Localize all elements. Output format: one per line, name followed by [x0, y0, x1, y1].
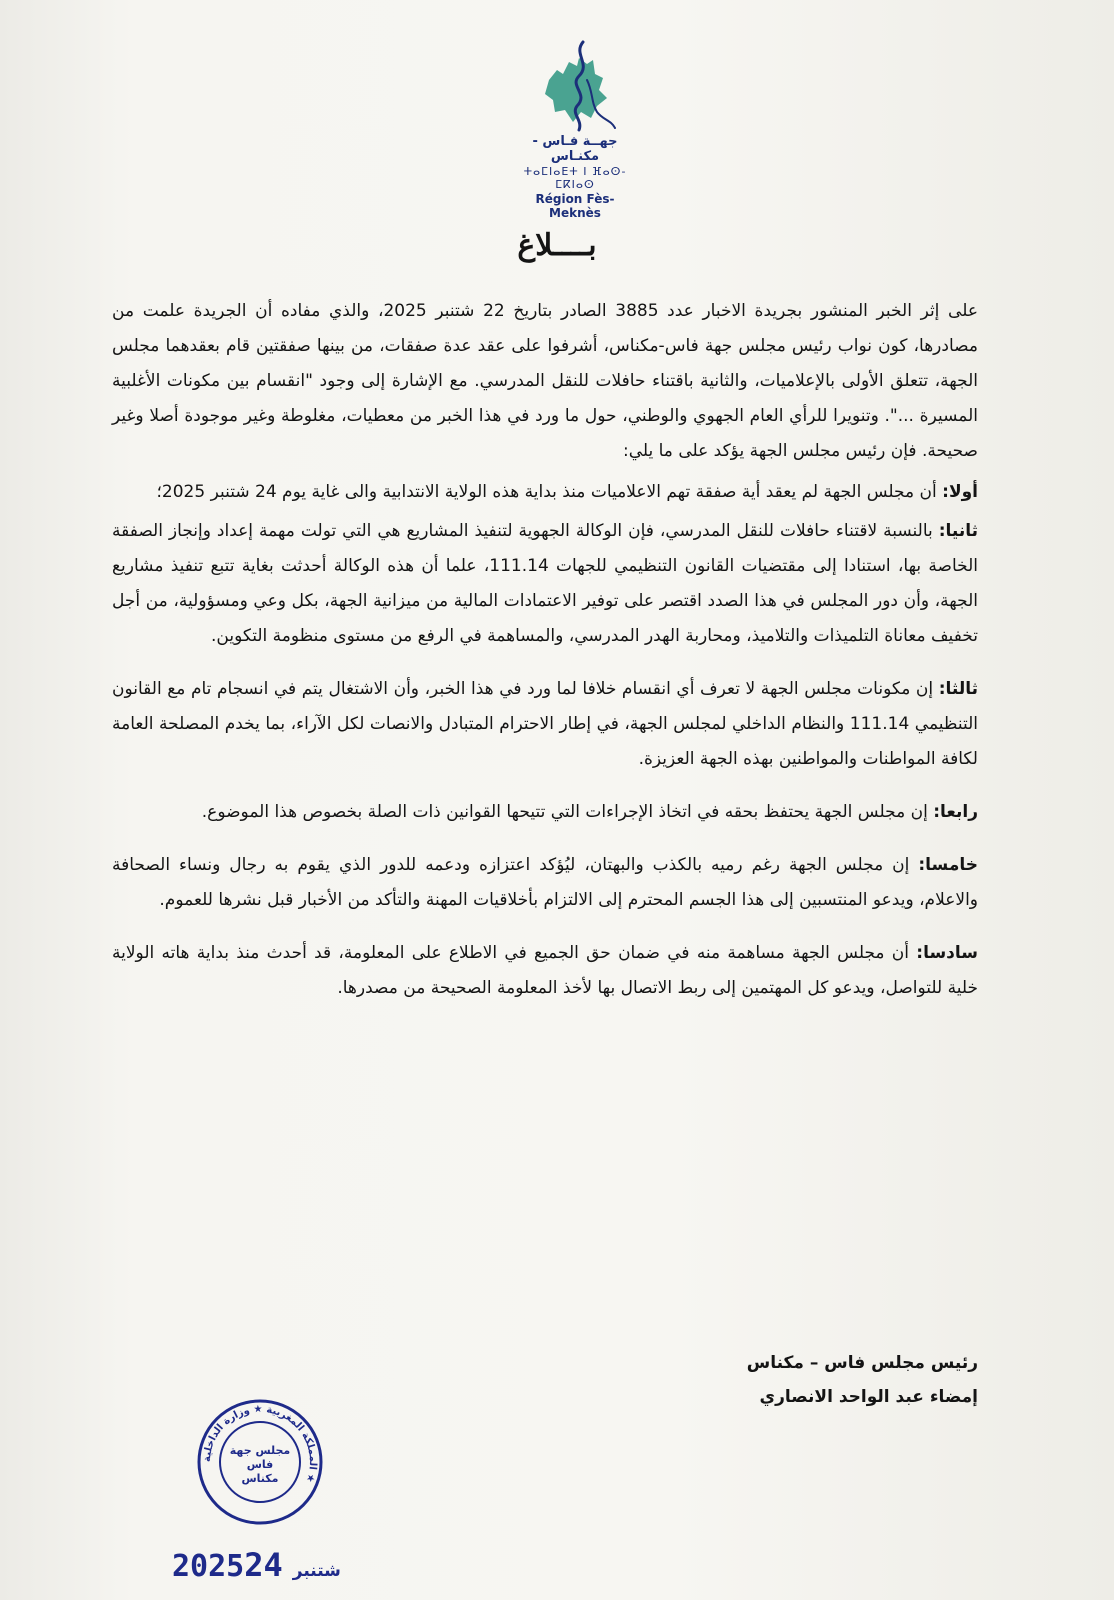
- point-6-text: أن مجلس الجهة مساهمة منه في ضمان حق الجميع في الاطلاع على المعلومة، قد أحدث منذ بداية هاته الولاية خلية للتواصل، ويدعو كل المهتمين إلى ربط الاتصال بها لأخذ المعلومة الصحيحة من مصدرها.: [112, 943, 978, 998]
- signature-block: [747, 1346, 978, 1414]
- point-1-lead: أولا:: [942, 482, 978, 502]
- region-map-emblem-icon: [533, 40, 617, 132]
- date-stamp: [172, 1546, 357, 1584]
- stamp-line-1: مجلس جهة: [229, 1444, 291, 1457]
- logo-french-name: Région Fès-Meknès: [535, 192, 615, 220]
- point-3-text: إن مكونات مجلس الجهة لا تعرف أي انقسام خلافا لما ورد في هذا الخبر، وأن الاشتغال يتم في انسجام تام مع القانون التنظيمي 111.14 والنظام الداخلي لمجلس الجهة، في إطار الاحترام المتبادل والانصات لكل الآراء، بما يخدم المصلحة العامة لكافة المواطنات والمواطنين بهذه الجهة العزيزة.: [112, 679, 979, 769]
- point-4: [112, 795, 978, 830]
- stamp-outer-text: المملكة المغربية ★ وزارة الداخلية ★: [201, 1403, 319, 1484]
- document-body: [112, 294, 978, 1024]
- document-title: بــــلاغ: [517, 228, 597, 263]
- official-stamp: [196, 1398, 324, 1526]
- stamp-line-3: مكناس: [241, 1472, 279, 1485]
- logo-arabic-name: جهــة فـاس - مكنـاس: [532, 134, 618, 164]
- date-month: شتنبر: [292, 1561, 341, 1581]
- point-5-text: إن مجلس الجهة رغم رميه بالكذب والبهتان، ليُؤكد اعتزازه ودعمه للدور الذي يقوم به رجال ونساء الصحافة والاعلام، ويدعو المنتسبين إلى هذا الجسم المحترم إلى الالتزام بأخلاقيات المهنة والتأكد من الأخبار قبل نشرها للعموم.: [112, 855, 978, 910]
- date-year: 2025: [172, 1549, 245, 1584]
- stamp-line-2: فاس: [246, 1458, 274, 1471]
- point-4-lead: رابعا:: [933, 802, 978, 822]
- point-5: [112, 848, 978, 918]
- point-6: [112, 936, 978, 1006]
- signatory-name: إمضاء عبد الواحد الانصاري: [759, 1387, 978, 1407]
- point-2: [112, 514, 978, 654]
- point-3-lead: ثالثا:: [938, 679, 978, 699]
- date-day: 24: [244, 1546, 283, 1584]
- point-4-text: إن مجلس الجهة يحتفظ بحقه في اتخاذ الإجراءات التي تتيحها القوانين ذات الصلة بخصوص هذا الموضوع.: [201, 802, 934, 822]
- region-logo: [510, 40, 640, 220]
- point-1-text: أن مجلس الجهة لم يعقد أية صفقة تهم الاعلاميات منذ بداية هذه الولاية الانتدابية والى غاية يوم 24 شتنبر 2025؛: [156, 482, 943, 502]
- logo-tifinagh-name: ⵜⴰⵎⵏⴰⴹⵜ ⵏ ⴼⴰⵙ-ⵎⴽⵏⴰⵙ: [523, 165, 627, 191]
- intro-paragraph: على إثر الخبر المنشور بجريدة الاخبار عدد 3885 الصادر بتاريخ 22 شتنبر 2025، والذي مفاده أن الجريدة علمت من مصادرها، كون نواب رئيس مجلس جهة فاس-مكناس، أشرفوا على عقد عدة صفقات، من بينها صفقتين قام بعقدهما مجلس الجهة، تتعلق الأولى بالإعلاميات، والثانية باقتناء حافلات للنقل المدرسي. مع الإشارة إلى وجود "انقسام بين مكونات الأغلبية المسيرة ...". وتنويرا للرأي العام الجهوي والوطني، حول ما ورد في هذا الخبر من معطيات، مغلوطة وغير موجودة أصلا وغير صحيحة. فإن رئيس مجلس الجهة يؤكد على ما يلي:: [112, 301, 978, 461]
- point-1: [112, 475, 978, 510]
- point-5-lead: خامسا:: [918, 855, 978, 875]
- point-6-lead: سادسا:: [916, 943, 978, 963]
- point-2-text: بالنسبة لاقتناء حافلات للنقل المدرسي، فإن الوكالة الجهوية لتنفيذ المشاريع هي التي تولت مهمة إعداد وإنجاز الصفقة الخاصة بها، استنادا إلى مقتضيات القانون التنظيمي للجهات 111.14، علما أن هذه الوكالة أحدثت بغاية تتبع تنفيذ مشاريع الجهة، وأن دور المجلس في هذا الصدد اقتصر على توفير الاعتمادات المالية من ميزانية الجهة، بكل وعي ومسؤولية، من أجل تخفيف معاناة التلميذات والتلاميذ، ومحاربة الهدر المدرسي، والمساهمة في الرفع من مستوى منظومة التكوين.: [112, 521, 978, 646]
- point-3: [112, 672, 978, 777]
- point-2-lead: ثانيا:: [938, 521, 978, 541]
- signatory-role: رئيس مجلس فاس – مكناس: [746, 1353, 978, 1373]
